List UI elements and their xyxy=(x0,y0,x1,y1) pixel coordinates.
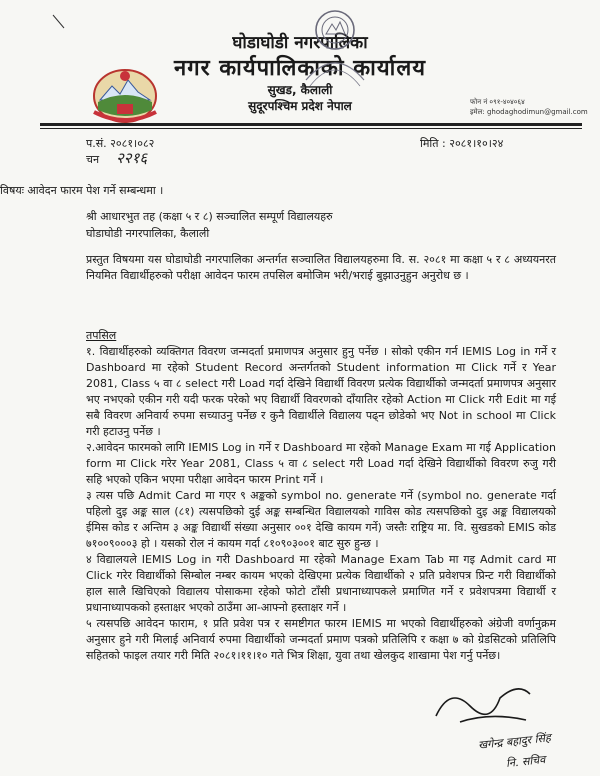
list-item: ४ विद्यालयले IEMIS Log in गरी Dashboard मा रहेको Manage Exam Tab मा गइ Admit card मा Click गरेर विद्यार्थीको सिम्बोल नम्बर कायम भएको देखिएमा प्रत्येक विद्यार्थीको २ प्रति प्रवेशपत्र प्रिन्ट गरी विद्यार्थीको हाल सालै खिचिएको विद्यालय पोसाकमा रहेको फोटो टाँसी प्रधानाध्यापकले प्रमाणित गर्ने र प्रवेशपत्रमा विद्यार्थी र प्रधानाध्यापकको हस्ताक्षर भएको ठाउँमा आ-आफ्नो हस्ताक्षर गर्ने । xyxy=(86,553,556,614)
list-item: २.आवेदन फारमको लागि IEMIS Log in गर्ने र Dashboard मा रहेको Manage Exam मा गई Application form मा Click गरेर Year 2081, Class ५ वा ८ select गरी Load गर्दा देखिने विद्यार्थीको विवरण रुजु गरी सहि भएको एकिन भएमा परीक्षा आवेदन फारम Print गर्ने । xyxy=(86,441,556,486)
letter-date: मिति : २०८१।१०।२४ xyxy=(420,137,504,150)
dispatch-number-label: चन xyxy=(86,153,100,166)
tapasil-list xyxy=(86,344,556,664)
header-divider-thin xyxy=(40,128,582,129)
municipality-name: घोडाघोडी नगरपालिका xyxy=(232,33,368,53)
signature xyxy=(430,676,540,736)
district-name: सुखड, कैलाली xyxy=(267,83,333,97)
reference-number: प.सं. २०८१।०८२ xyxy=(86,137,155,150)
list-item: ५ त्यसपछि आवेदन फाराम, १ प्रति प्रवेश पत्र र समष्टीगत फारम IEMIS मा भएको विद्यार्थीहरुको अंग्रेजी वर्णानुक्रम अनुसार हुने गरी मिलाई अनिवार्य रुपमा विद्यार्थीको जन्मदर्ता प्रमाण पत्रको प्रतिलिपि र कक्षा ७ को ग्रेडसिटको प्रतिलिपि सहितको फाइल तयार गरी मिति २०८१।११।१० गते भित्र शिक्षा, युवा तथा खेलकुद शाखामा पेश गर्नु पर्नेछ। xyxy=(86,617,556,662)
tapasil-heading: तपसिल xyxy=(86,329,117,342)
header-divider xyxy=(40,123,582,126)
recipient-line-1: श्री आधारभुत तह (कक्षा ५ र ८) सञ्चालित सम्पूर्ण विद्यालयहरु xyxy=(86,210,333,223)
signatory-name: खगेन्द्र बहादुर सिंह xyxy=(477,731,552,752)
list-item: ३ त्यस पछि Admit Card मा गएर ९ अङ्कको symbol no. generate गर्ने (symbol no. generate गर्दा पहिलो दुइ अङ्क साल (८१) त्यसपछिको दुई अङ्क सम्बन्धित विद्यालयको गाविस कोड त्यसपछिको दुइ अङ्क विद्यालयको ईमिस कोड र अन्तिम ३ अङ्क विद्यार्थी संख्या अनुसार ००१ देखि कायम गर्ने) जस्तैः राष्ट्रिय मा. वि. सुखडको EMIS कोड ७१००९०००३ हो । यसको रोल नं कायम गर्दा ८१०९०३००१ बाट सुरु हुन्छ । xyxy=(86,489,556,550)
dispatch-number-value: २२१६ xyxy=(116,149,148,167)
signatory-title: नि. सचिव xyxy=(505,752,546,771)
province-name: सुदूरपश्चिम प्रदेश नेपाल xyxy=(248,99,352,113)
recipient-line-2: घोडाघोडी नगरपालिका, कैलाली xyxy=(86,227,210,240)
corner-mark xyxy=(52,14,66,30)
phone-number: फोन नं ०९१-४०४०६४ xyxy=(470,98,525,106)
office-title: नगर कार्यपालिकाको कार्यालय xyxy=(174,56,426,81)
office-stamp xyxy=(300,6,370,90)
email-address: इमेल: ghodaghodimun@gmail.com xyxy=(470,108,588,116)
list-item: १. विद्यार्थीहरुको व्यक्तिगत विवरण जन्मदर्ता प्रमाणपत्र अनुसार हुनु पर्नेछ । सोको एकीन गर्न IEMIS Log in गर्ने र Dashboard मा रहेको Student Record अन्तर्गतको Student information मा Click गर्ने र Year 2081, Class ५ वा ८ select गरी Load गर्दा देखिने विद्यार्थी विवरण प्रत्येक विद्यार्थीको जन्मदर्ता प्रमाणपत्र अनुसार भए नभएको एकीन गरी यदी फरक परेको भए विद्यार्थी विवरणको दाँयातिर रहेको Action मा Click गरी Edit मा गई सबै विवरण अनिवार्य रुपमा सच्याउनु पर्नेछ र कुनै विद्यार्थीले विद्यालय पढ्न छोडेको भए Not in school मा Click गरी हटाउनु पर्नेछ । xyxy=(86,345,556,438)
intro-paragraph: प्रस्तुत विषयमा यस घोडाघोडी नगरपालिका अन्तर्गत सञ्चालित विद्यालयहरुमा वि. स. २०८१ मा कक्षा ५ र ८ अध्ययनरत नियमित विद्यार्थीहरुको परीक्षा आवेदन फारम तपसिल बमोजिम भरी/भराई बुझाउनुहुन अनुरोध छ । xyxy=(86,253,556,282)
letter-subject: विषयः आवेदन फारम पेश गर्ने सम्बन्धमा । xyxy=(0,184,164,197)
